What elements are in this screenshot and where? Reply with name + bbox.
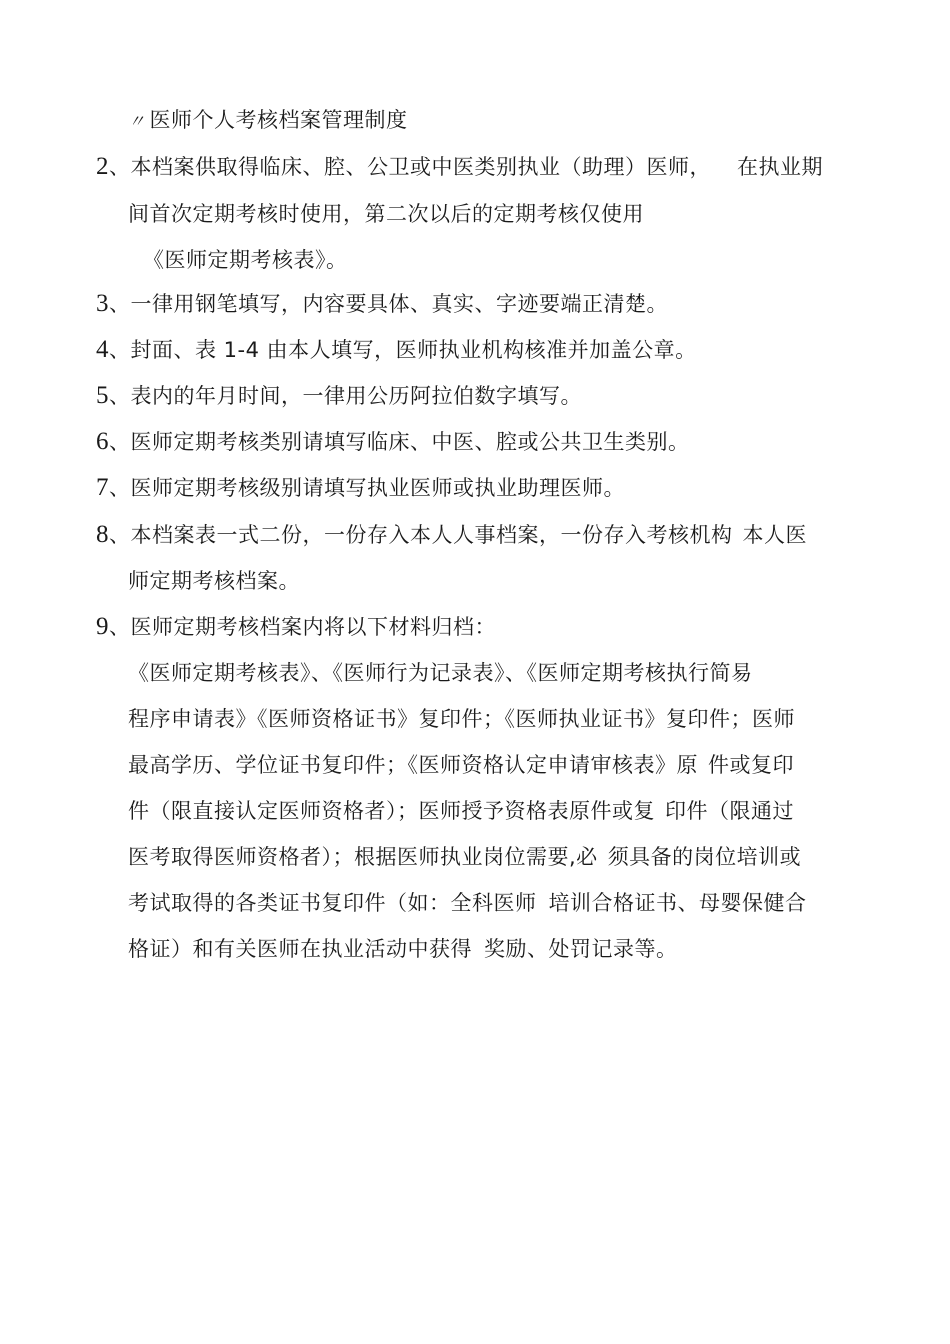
item-text: 件或复印 [708,753,794,777]
item-text: 本人医 [742,523,807,547]
list-item-3 [96,290,668,318]
item-text: 医考取得医师资格者）；根据医师执业岗位需要,必 [128,845,598,869]
item-text: 在执业期 [737,155,823,179]
item-text: 、医师定期考核类别请填写临床、中医、腔或公共卫生类别。 [109,430,690,454]
item-text: 培训合格证书、母婴保健合 [548,891,807,915]
list-item-6 [96,428,690,456]
item-text: 须具备的岗位培训或 [607,845,802,869]
item-text: 件（限直接认定医师资格者）；医师授予资格表原件或复 [128,799,655,823]
list-item-2-line-2 [128,200,644,228]
title-text: 医师个人考核档案管理制度 [149,108,408,132]
item-text: 最高学历、学位证书复印件；《医师资格认定申请审核表》原 [128,753,698,777]
item-text: 、表内的年月时间，一律用公历阿拉伯数字填写。 [109,384,582,408]
item-text: 、一律用钢笔填写，内容要具体、真实、字迹要端正清楚。 [109,292,668,316]
list-item-2-line-3 [143,246,348,274]
list-item-9-line-6 [128,843,801,871]
item-number: 6 [96,428,109,455]
list-item-8 [96,521,807,549]
title-mark: 〃 [128,112,146,132]
list-item-9-line-5 [128,797,794,825]
item-number: 8 [96,521,109,548]
item-number: 4 [96,336,109,363]
item-text: 、本档案表一式二份，一份存入本人人事档案，一份存入考核机构 [109,523,733,547]
list-item-9-line-7 [128,889,807,917]
item-text: 、医师定期考核级别请填写执业医师或执业助理医师。 [109,476,625,500]
item-text: 师定期考核档案。 [128,569,300,593]
item-text: 考试取得的各类证书复印件（如：全科医师 [128,891,537,915]
item-text: 《医师定期考核表》、《医师行为记录表》、《医师定期考核执行简易 [128,661,753,685]
item-text: 《医师定期考核表》。 [143,248,348,272]
item-text: 、封面、表 1-4 由本人填写，医师执业机构核准并加盖公章。 [109,338,697,362]
item-number: 7 [96,474,109,501]
item-text: 、本档案供取得临床、腔、公卫或中医类别执业（助理）医师， [109,155,711,179]
item-text: 奖励、处罚记录等。 [484,937,678,961]
list-item-9-line-3 [128,705,795,733]
list-item-2 [96,153,823,181]
document-title [128,106,408,136]
item-number: 3 [96,290,109,317]
item-number: 5 [96,382,109,409]
item-text: 、医师定期考核档案内将以下材料归档： [109,615,496,639]
list-item-9-line-2 [128,659,753,687]
list-item-9-line-4 [128,751,794,779]
list-item-8-line-2 [128,567,300,595]
item-number: 2 [96,153,109,180]
item-text: 间首次定期考核时使用，第二次以后的定期考核仅使用 [128,202,644,226]
list-item-9-line-8 [128,935,678,963]
item-text: 程序申请表》《医师资格证书》复印件；《医师执业证书》复印件；医师 [128,707,795,731]
list-item-9 [96,613,496,641]
list-item-7 [96,474,625,502]
item-text: 格证）和有关医师在执业活动中获得 [128,937,472,961]
list-item-4 [96,336,697,364]
item-number: 9 [96,613,109,640]
list-item-5 [96,382,582,410]
item-text: 印件（限通过 [665,799,794,823]
